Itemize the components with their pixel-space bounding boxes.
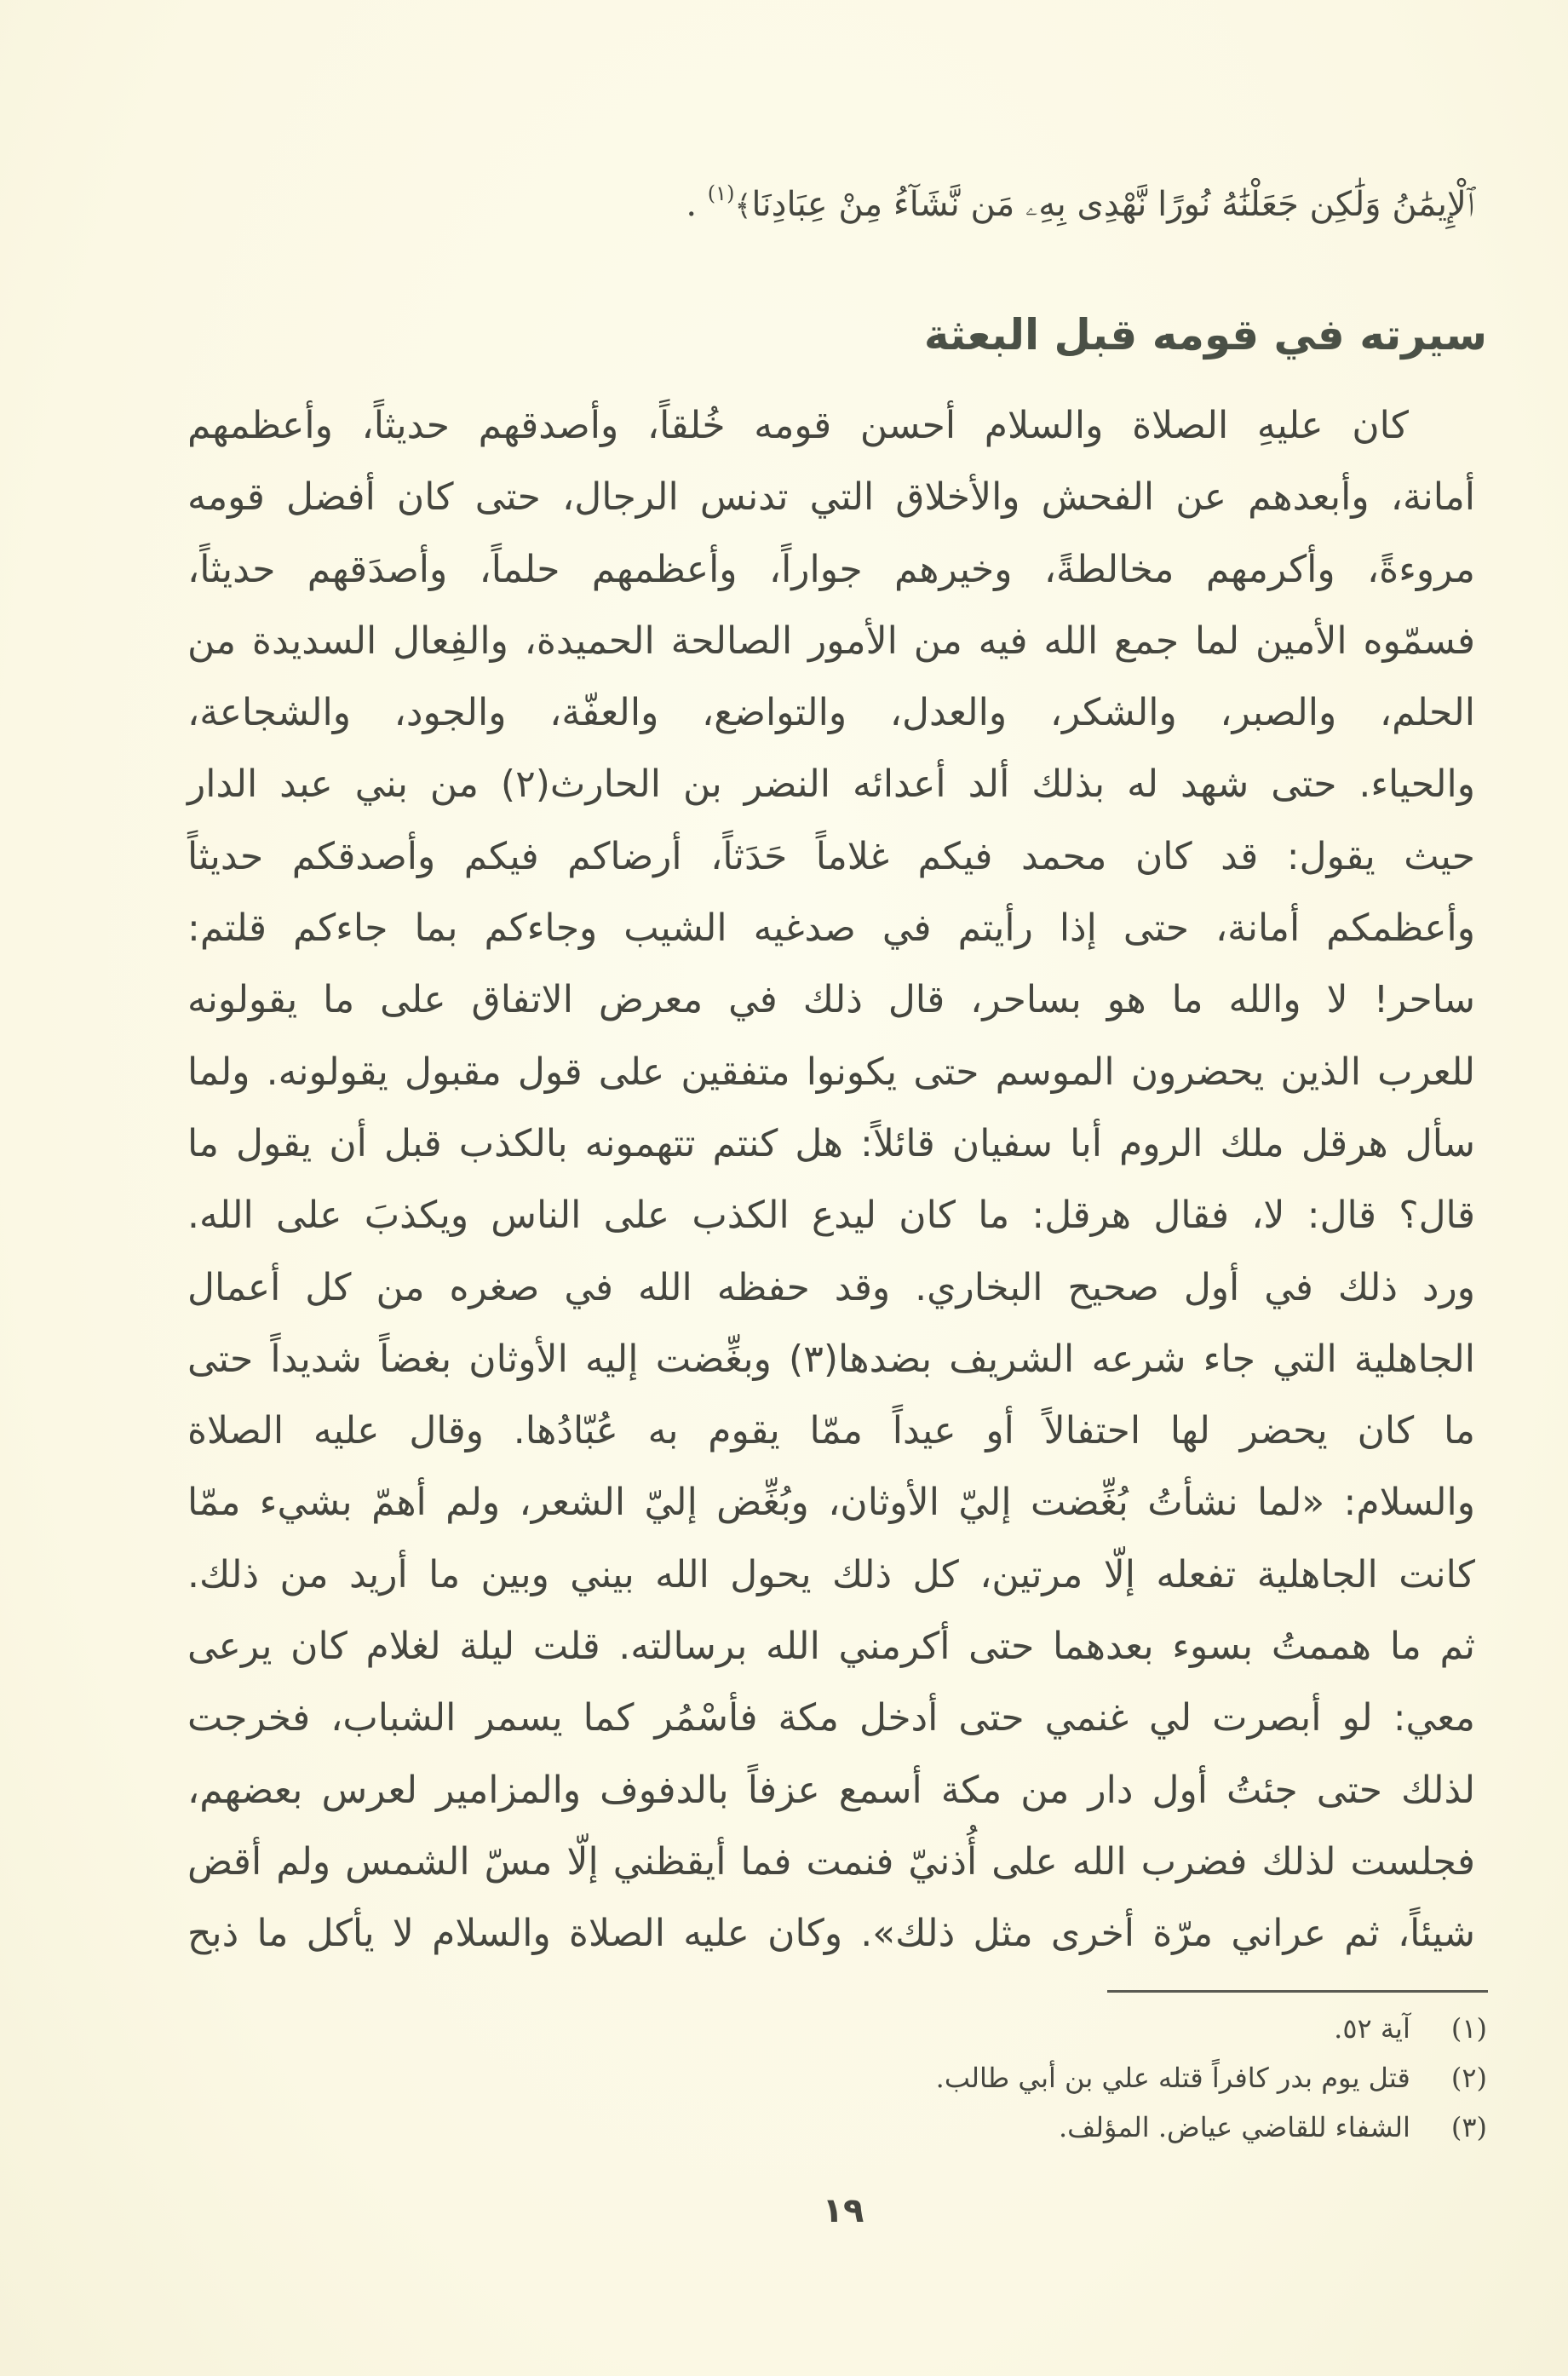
body-line: ورد ذلك في أول صحيح البخاري. وقد حفظه الله في صغره من كل أعمال [187, 1265, 1475, 1309]
body-line: مروءةً، وأكرمهم مخالطةً، وخيرهم جواراً، وأعظمهم حلماً، وأصدَقهم حديثاً، [187, 547, 1475, 591]
body-line: والسلام: «لما نشأتُ بُغِّضت إليّ الأوثان، وبُغِّض إليّ الشعر، ولم أهمّ بشيء ممّا [187, 1481, 1475, 1525]
body-line: أمانة، وأبعدهم عن الفحش والأخلاق التي تدنس الرجال، حتى كان أفضل قومه [187, 475, 1475, 520]
footnote-3 [210, 2103, 1487, 2152]
body-line: ثم ما هممتُ بسوء بعدهما حتى أكرمني الله برسالته. قلت ليلة لغلام كان يرعى [187, 1625, 1475, 1669]
body-line: سأل هرقل ملك الروم أبا سفيان قائلاً: هل كنتم تتهمونه بالكذب قبل أن يقول ما [187, 1121, 1475, 1165]
body-line: كانت الجاهلية تفعله إلّا مرتين، كل ذلك يحول الله بيني وبين ما أريد من ذلك. [187, 1552, 1475, 1596]
body-line: كان عليهِ الصلاة والسلام أحسن قومه خُلقاً، وأصدقهم حديثاً، وأعظمهم [187, 404, 1409, 447]
footnotes [210, 2004, 1487, 2152]
footnote-text: آية ٥٢. [1334, 2012, 1410, 2045]
footnote-separator [1107, 1990, 1488, 1993]
body-line: قال؟ قال: لا، فقال هرقل: ما كان ليدع الكذب على الناس ويكذبَ على الله. [187, 1194, 1475, 1238]
verse-period: . [686, 185, 698, 224]
body-line: لذلك حتى جئتُ أول دار من مكة أسمع عزفاً بالدفوف والمزامير لعرس بعضهم، [187, 1768, 1475, 1812]
body-line: والحياء. حتى شهد له بذلك ألد أعدائه النضر بن الحارث(٢) من بني عبد الدار [187, 762, 1475, 807]
verse-end-ornament-icon: ﴾ [734, 189, 752, 223]
footnote-number: (١) [1450, 2012, 1487, 2045]
page-number: ١٩ [822, 2191, 864, 2230]
body-line: وأعظمكم أمانة، حتى إذا رأيتم في صدغيه الشيب وجاءكم بما جاءكم قلتم: [187, 906, 1475, 951]
quran-verse-line [187, 170, 1474, 240]
section-heading: سيرته في قومه قبل البعثة [923, 310, 1487, 360]
quran-verse-text: ٱلْإِيمَٰنُ وَلَٰكِن جَعَلْنَٰهُ نُورًا نَّهْدِى بِهِۦ مَن نَّشَآءُ مِنْ عِبَادِنَا [751, 185, 1474, 224]
body-line: للعرب الذين يحضرون الموسم حتى يكونوا متفقين على قول مقبول يقولونه. ولما [187, 1050, 1475, 1094]
footnote-1 [210, 2004, 1487, 2053]
body-line: الحلم، والصبر، والشكر، والعدل، والتواضع، والعفّة، والجود، والشجاعة، [187, 691, 1475, 735]
body-line: ساحر! لا والله ما هو بساحر، قال ذلك في معرض الاتفاق على ما يقولونه [187, 978, 1475, 1022]
body-line: معي: لو أبصرت لي غنمي حتى أدخل مكة فأسْمُر كما يسمر الشباب، فخرجت [187, 1696, 1475, 1740]
body-line: حيث يقول: قد كان محمد فيكم غلاماً حَدَثاً، أرضاكم فيكم وأصدقكم حديثاً [187, 834, 1475, 878]
footnote-2 [210, 2053, 1487, 2103]
body-line: الجاهلية التي جاء شرعه الشريف بضدها(٣) وبغِّضت إليه الأوثان بغضاً شديداً حتى [187, 1337, 1475, 1381]
body-line: ما كان يحضر لها احتفالاً أو عيداً ممّا يقوم به عُبّادُها. وقال عليه الصلاة [187, 1409, 1475, 1453]
footnote-text: الشفاء للقاضي عياض. المؤلف. [1058, 2111, 1410, 2143]
footnote-number: (٢) [1450, 2062, 1487, 2094]
body-line: فسمّوه الأمين لما جمع الله فيه من الأمور الصالحة الحميدة، والفِعال السديدة من [187, 618, 1475, 663]
body-line: فجلست لذلك فضرب الله على أُذنيّ فنمت فما أيقظني إلّا مسّ الشمس ولم أقض [187, 1839, 1475, 1884]
footnote-number: (٣) [1450, 2111, 1487, 2143]
body-line: شيئاً، ثم عراني مرّة أخرى مثل ذلك». وكان عليه الصلاة والسلام لا يأكل ما ذبح [187, 1912, 1475, 1956]
footnote-ref-1: (١) [707, 181, 735, 205]
footnote-text: قتل يوم بدر كافراً قتله علي بن أبي طالب. [935, 2062, 1410, 2094]
body-text [187, 390, 1475, 1970]
